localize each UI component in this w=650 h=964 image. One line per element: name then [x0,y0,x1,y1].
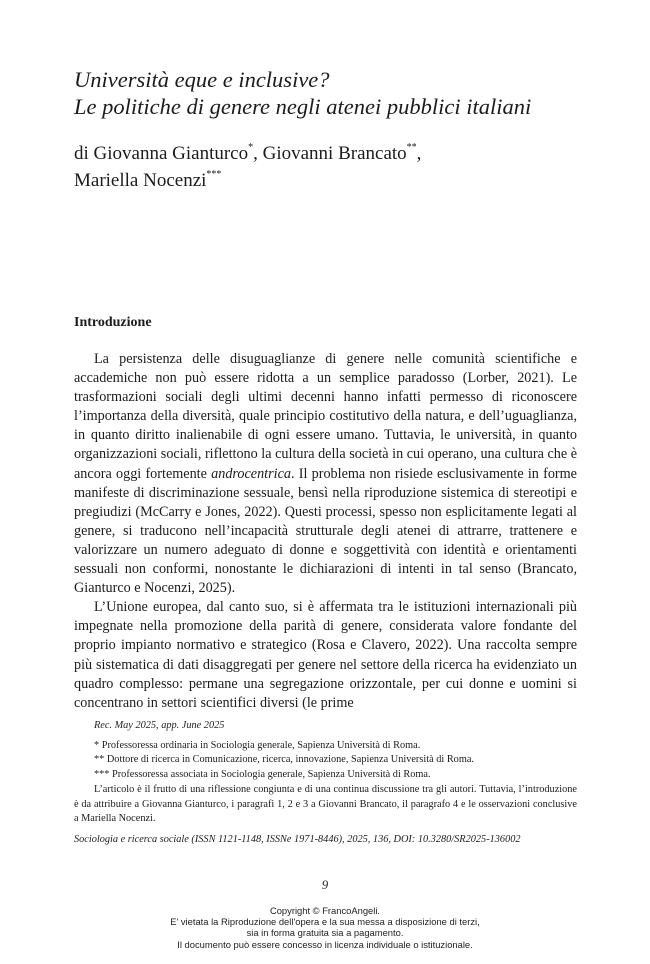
article-title-line-2: Le politiche di genere negli atenei pubblici italiani [74,94,532,119]
copyright-line-3: sia in forma gratuita sia a pagamento. [246,927,404,939]
paragraph-2: L’Unione europea, dal canto suo, si è affermata tra le istituzioni internazionali più impegnate nella promozione della parità di genere, considerata valore fondante del proprio impianto normativo e strategico (Rosa e Clavero, 2022). Una raccolta sempre più sistematica di dati disaggregati per genere nel settore della ricerca ha evidenziato un quadro complesso: permane una segregazione orizzontale, per cui donne e uomini si concentrano in settori scientifici diversi (le prime [74,599,577,711]
copyright-line-4: Il documento può essere concesso in licenza individuale o istituzionale. [177,938,473,950]
article-title [74,66,634,120]
footnote-1: * Professoressa ordinaria in Sociologia generale, Sapienza Università di Roma. [94,739,421,751]
copyright-notice [0,905,650,950]
page-number: 9 [321,878,329,892]
author-separator: , [416,143,422,164]
author-3-footnote-mark: *** [206,168,222,180]
paragraph-1-text-a: La persistenza delle disuguaglianze di genere nelle comunità scientifiche e accademiche non può essere ridotta a un semplice paradosso (Lorber, 2021). Le trasformazioni sociali degli ultimi decenni hanno infatti permesso di riconoscere l’importanza della diversità, quale principio costitutivo della natura, e dell’uguaglianza, in quanto diritto inalienabile di ogni essere umano. Tuttavia, le università, in quanto organizzazioni sociali, riflettono la cultura della società in cui operano, una cultura che è ancora oggi fortemente [74,351,577,482]
author-1: di Giovanna Gianturco [74,143,249,164]
paragraph-1 [74,350,577,598]
authorship-note: L’articolo è il frutto di una riflessione congiunta e di una continua discussione tra gli autori. Tuttavia, l’introduzione è da attribuire a Giovanna Gianturco, i paragrafi 1, 2 e 3 a Giovanni Brancato, il paragrafo 4 e le osservazioni conclusive a Mariella Nocenzi. [74,783,577,825]
copyright-line-1: Copyright © FrancoAngeli. [269,905,381,916]
author-list [74,140,634,194]
footnote-2: ** Dottore di ricerca in Comunicazione, ricerca, innovazione, Sapienza Università di Roma. [94,754,474,766]
paragraph-1-emphasis: androcentrica [211,465,291,482]
body-text [74,350,577,713]
author-3: Mariella Nocenzi [74,170,207,191]
copyright-line-2: E’ vietata la Riproduzione dell'opera e la sua messa a disposizione di terzi, [170,916,480,928]
footnotes [74,719,577,827]
section-heading: Introduzione [74,315,152,330]
journal-citation: Sociologia e ricerca sociale (ISSN 1121-1148, ISSNe 1971-8446), 2025, 136, DOI: 10.3280/SR2025-136002 [74,834,521,845]
footnote-3: *** Professoressa associata in Sociologia generale, Sapienza Università di Roma. [94,769,431,781]
author-1-footnote-mark: * [248,141,254,153]
article-title-line-1: Università eque e inclusive? [74,67,330,92]
author-2-footnote-mark: ** [406,141,417,153]
received-dates: Rec. May 2025, app. June 2025 [94,720,225,731]
paragraph-1-text-b: . Il problema non risiede esclusivamente in forme manifeste di discriminazione sessuale, bensì nella riproduzione sistemica di stereotipi e pregiudizi (McCarry e Jones, 2022). Questi processi, spesso non esplicitamente legati al genere, si traducono nell’incapacità strutturale degli atenei di attrarre, trattenere e valorizzare un numero adeguato di donne e soggettività con identità e orientamenti sessuali non conformi, nonostante le dichiarazioni di intenti in tal senso (Brancato, Gianturco e Nocenzi, 2025). [74,465,577,597]
author-2: , Giovanni Brancato [253,143,407,164]
